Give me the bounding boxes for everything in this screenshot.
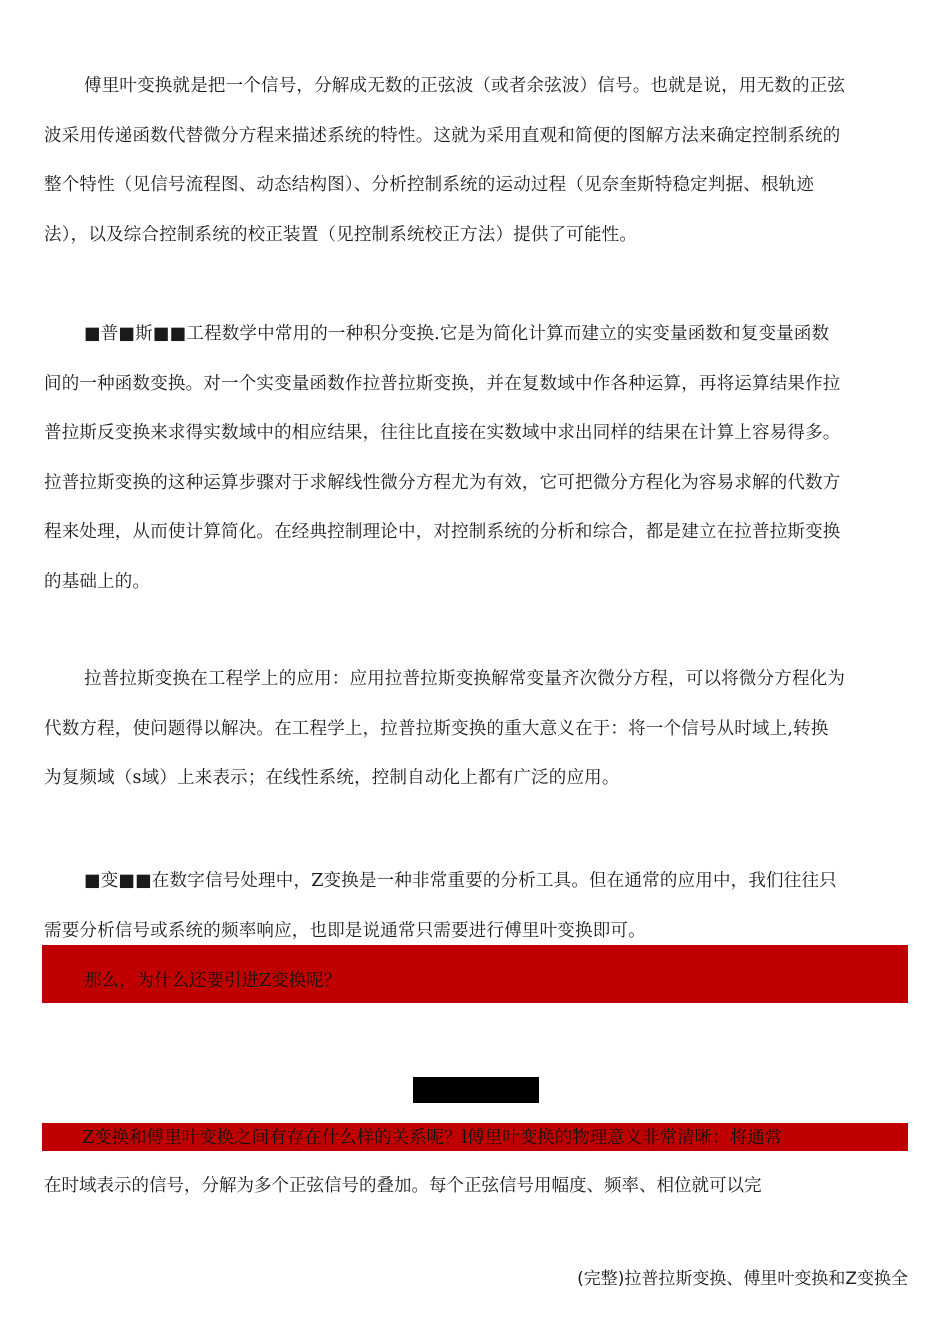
- paragraph-z-transform: [44, 857, 910, 956]
- text-line: 傅里叶变换就是把一个信号，分解成无数的正弦波（或者余弦波）信号。也就是说，用无数的正弦: [84, 76, 846, 96]
- highlight-question-text: 那么，为什么还要引进Z变换呢？: [84, 971, 342, 991]
- text-line: 法），以及综合控制系统的校正装置（见控制系统校正方法）提供了可能性。: [44, 224, 638, 245]
- text-line: ■普■斯■■工程数学中常用的一种积分变换.它是为简化计算而建立的实变量函数和复变量函数: [84, 324, 830, 344]
- text-line: 整个特性（见信号流程图、动态结构图）、分析控制系统的运动过程（见奈奎斯特稳定判据、根轨迹: [44, 175, 815, 196]
- paragraph-laplace-application: [44, 655, 910, 804]
- text-line: 拉普拉斯变换的这种运算步骤对于求解线性微分方程尤为有效，它可把微分方程化为容易求解的代数方: [44, 472, 841, 493]
- paragraph-fourier: [44, 62, 910, 260]
- redaction-box: [413, 1077, 539, 1103]
- highlight-question-bar: [42, 945, 908, 1003]
- text-line: ■变■■在数字信号处理中，Z变换是一种非常重要的分析工具。但在通常的应用中，我们往往只: [84, 871, 837, 891]
- text-line: 拉普拉斯变换在工程学上的应用：应用拉普拉斯变换解常变量齐次微分方程，可以将微分方程化为: [84, 669, 846, 689]
- text-line: 的基础上的。: [44, 571, 151, 592]
- continuation-line: 在时域表示的信号，分解为多个正弦信号的叠加。每个正弦信号用幅度、频率、相位就可以完: [44, 1176, 762, 1196]
- text-line: 需要分析信号或系统的频率响应，也即是说通常只需要进行傅里叶变换即可。: [44, 920, 646, 941]
- page-footer-title: (完整)拉普拉斯变换、傅里叶变换和Z变换全: [577, 1269, 908, 1289]
- text-line: 代数方程，使问题得以解决。在工程学上，拉普拉斯变换的重大意义在于：将一个信号从时域上,转换: [44, 718, 829, 739]
- text-line: 程来处理，从而使计算简化。在经典控制理论中，对控制系统的分析和综合，都是建立在拉普拉斯变换: [44, 522, 841, 543]
- highlight-relation-text: Z变换和傅里叶变换之间有存在什么样的关系呢？l傅里叶变换的物理意义非常清晰：将通常: [82, 1128, 783, 1148]
- highlight-relation-bar: [42, 1123, 908, 1151]
- paragraph-laplace: [44, 310, 910, 608]
- text-line: 波采用传递函数代替微分方程来描述系统的特性。这就为采用直观和简便的图解方法来确定控制系统的: [44, 125, 841, 146]
- text-line: 为复频域（s域）上来表示；在线性系统，控制自动化上都有广泛的应用。: [44, 768, 620, 789]
- text-line: 普拉斯反变换来求得实数域中的相应结果，往往比直接在实数域中求出同样的结果在计算上容易得多。: [44, 423, 841, 444]
- text-line: 间的一种函数变换。对一个实变量函数作拉普拉斯变换，并在复数域中作各种运算，再将运算结果作拉: [44, 373, 841, 394]
